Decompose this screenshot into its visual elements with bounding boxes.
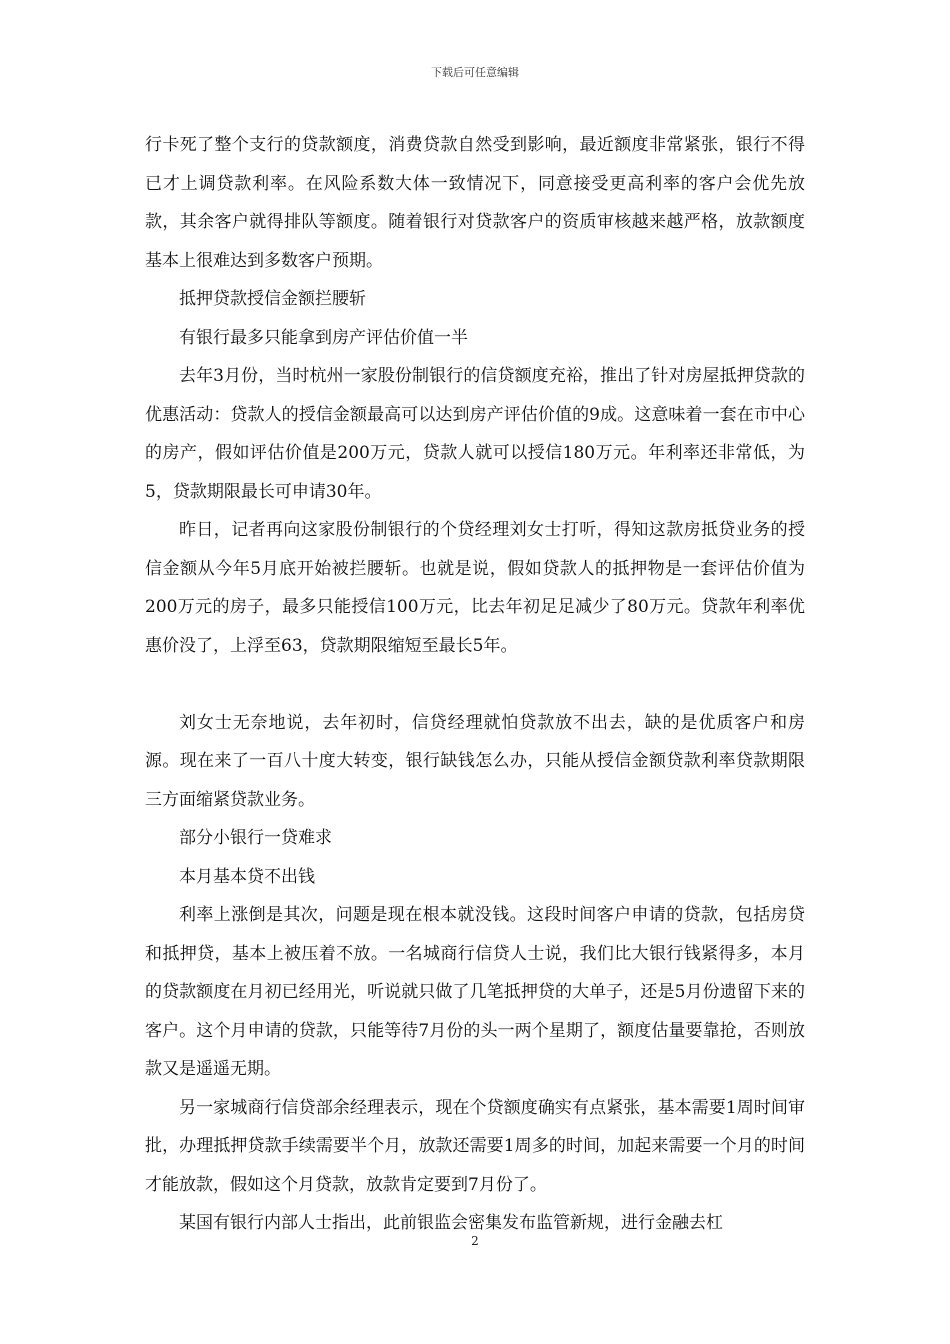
paragraph: 去年3月份，当时杭州一家股份制银行的信贷额度充裕，推出了针对房屋抵押贷款的优惠活动：贷款人的授信金额最高可以达到房产评估价值的9成。这意味着一套在市中心的房产，假如评估价值是200万元，贷款人就可以授信180万元。年利率还非常低，为5，贷款期限最长可申请30年。 [145, 366, 805, 502]
paragraph: 某国有银行内部人士指出，此前银监会密集发布监管新规，进行金融去杠 [179, 1213, 723, 1233]
paragraph: 利率上涨倒是其次，问题是现在根本就没钱。这段时间客户申请的贷款，包括房贷和抵押贷，基本上被压着不放。一名城商行信贷人士说，我们比大银行钱紧得多，本月的贷款额度在月初已经用光，听说就只做了几笔抵押贷的大单子，还是5月份遗留下来的客户。这个月申请的贷款，只能等待7月份的头一两个星期了，额度估量要靠抢，否则放款又是遥遥无期。 [145, 905, 805, 1079]
section-subheading: 有银行最多只能拿到房产评估价值一半 [179, 327, 468, 348]
section-heading: 抵押贷款授信金额拦腰斩 [179, 289, 366, 309]
page-number: 2 [471, 1234, 479, 1248]
page-header: 下载后可任意编辑 [431, 66, 519, 79]
paragraph: 昨日，记者再向这家股份制银行的个贷经理刘女士打听，得知这款房抵贷业务的授信金额从今年5月底开始被拦腰斩。也就是说，假如贷款人的抵押物是一套评估价值为200万元的房子，最多只能授信100万元，比去年初足足减少了80万元。贷款年利率优惠价没了，上浮至63，贷款期限缩短至最长5年。 [145, 520, 805, 656]
blank-line [145, 665, 805, 704]
section-heading: 部分小银行一贷难求 [179, 828, 332, 848]
paragraph: 另一家城商行信贷部余经理表示，现在个贷额度确实有点紧张，基本需要1周时间审批，办理抵押贷款手续需要半个月，放款还需要1周多的时间，加起来需要一个月的时间才能放款，假如这个月贷款，放款肯定要到7月份了。 [145, 1097, 805, 1195]
paragraph-continued: 行卡死了整个支行的贷款额度，消费贷款自然受到影响，最近额度非常紧张，银行不得已才上调贷款利率。在风险系数大体一致情况下，同意接受更高利率的客户会优先放款，其余客户就得排队等额度。随着银行对贷款客户的资质审核越来越严格，放款额度基本上很难达到多数客户预期。 [145, 135, 805, 271]
paragraph: 刘女士无奈地说，去年初时，信贷经理就怕贷款放不出去，缺的是优质客户和房源。现在来了一百八十度大转变，银行缺钱怎么办，只能从授信金额贷款利率贷款期限三方面缩紧贷款业务。 [145, 712, 805, 810]
section-subheading: 本月基本贷不出钱 [179, 866, 315, 887]
document-body [145, 126, 805, 1243]
